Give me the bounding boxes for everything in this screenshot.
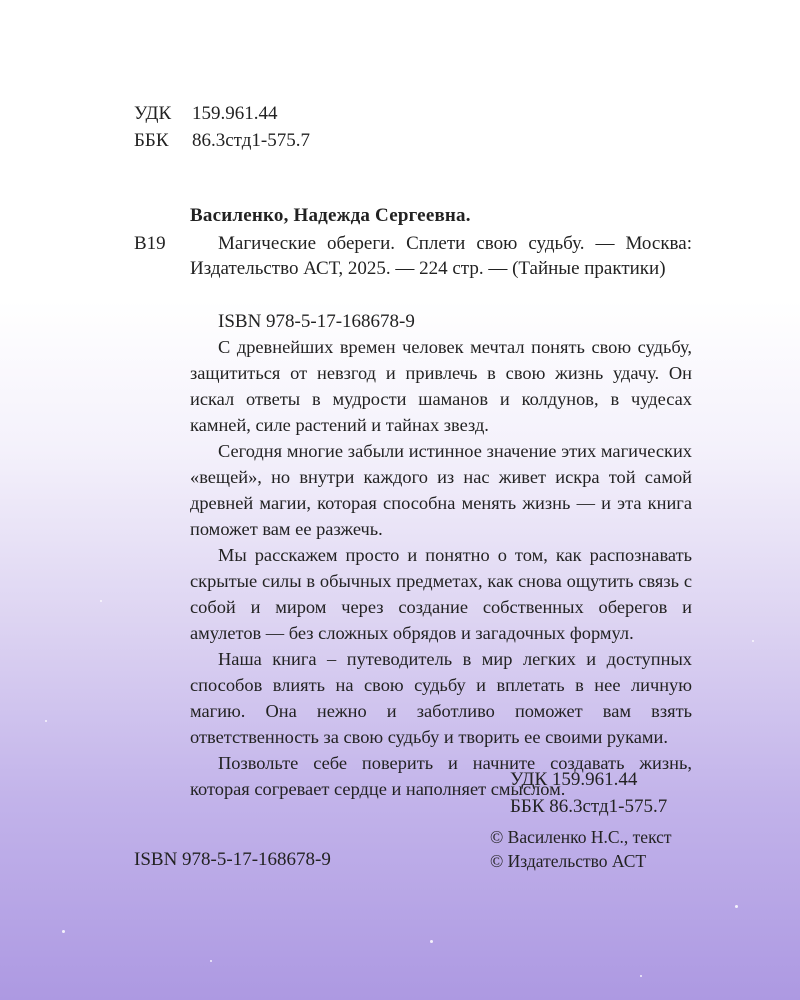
udk-label: УДК <box>134 103 172 124</box>
sparkle-decoration <box>210 960 212 962</box>
copyright-author: © Василенко Н.С., текст <box>490 827 672 847</box>
bottom-isbn: ISBN 978-5-17-168678-9 <box>134 849 331 870</box>
annotation-paragraph: Мы расскажем просто и понятно о том, как распознавать скрытые силы в обычных предметах, как снова ощутить связь с собой и миром через создание собственных оберегов и амулетов — без сложных обрядов и загадочных формул. <box>190 545 692 643</box>
annotation <box>190 334 692 802</box>
annotation-paragraph: Позвольте себе поверить и начните создавать жизнь, которая согревает сердце и наполняет смыслом. <box>190 753 692 799</box>
author-name: Василенко, Надежда Сергеевна. <box>190 205 471 226</box>
sparkle-decoration <box>752 640 754 642</box>
bbk-value: 86.3стд1-575.7 <box>192 130 310 151</box>
bbk-line <box>134 127 310 155</box>
sparkle-decoration <box>100 600 102 602</box>
annotation-paragraph: С древнейших времен человек мечтал понять свою судьбу, защититься от невзгод и привлечь в свою жизнь удачу. Он искал ответы в мудрости шаманов и колдунов, в чудесах камней, силе растений и тайнах звезд. <box>190 337 692 435</box>
book-description: Магические обереги. Сплети свою судьбу. — Москва: Издательство АСТ, 2025. — 224 стр. — (Тайные практики) <box>190 233 692 279</box>
bbk-label: ББК <box>134 130 169 151</box>
isbn-inline: ISBN 978-5-17-168678-9 <box>218 311 415 332</box>
sparkle-decoration <box>640 975 642 977</box>
bottom-bbk: ББК 86.3стд1-575.7 <box>510 796 668 817</box>
sparkle-decoration <box>430 940 433 943</box>
author-code: В19 <box>134 233 166 254</box>
copyright-publisher: © Издательство АСТ <box>490 851 647 871</box>
udk-line <box>134 100 278 128</box>
bottom-udk: УДК 159.961.44 <box>510 769 638 790</box>
sparkle-decoration <box>45 720 47 722</box>
udk-value: 159.961.44 <box>192 103 278 124</box>
annotation-paragraph: Сегодня многие забыли истинное значение этих магических «вещей», но внутри каждого из нас живет искра той самой древней магии, которая способна менять жизнь — и эта книга поможет вам ее разжечь. <box>190 441 692 539</box>
annotation-paragraph: Наша книга – путеводитель в мир легких и доступных способов влиять на свою судьбу и вплетать в нее личную магию. Она нежно и заботливо поможет вам взять ответственность за свою судьбу и творить ее своими руками. <box>190 649 692 747</box>
sparkle-decoration <box>62 930 65 933</box>
sparkle-decoration <box>735 905 738 908</box>
